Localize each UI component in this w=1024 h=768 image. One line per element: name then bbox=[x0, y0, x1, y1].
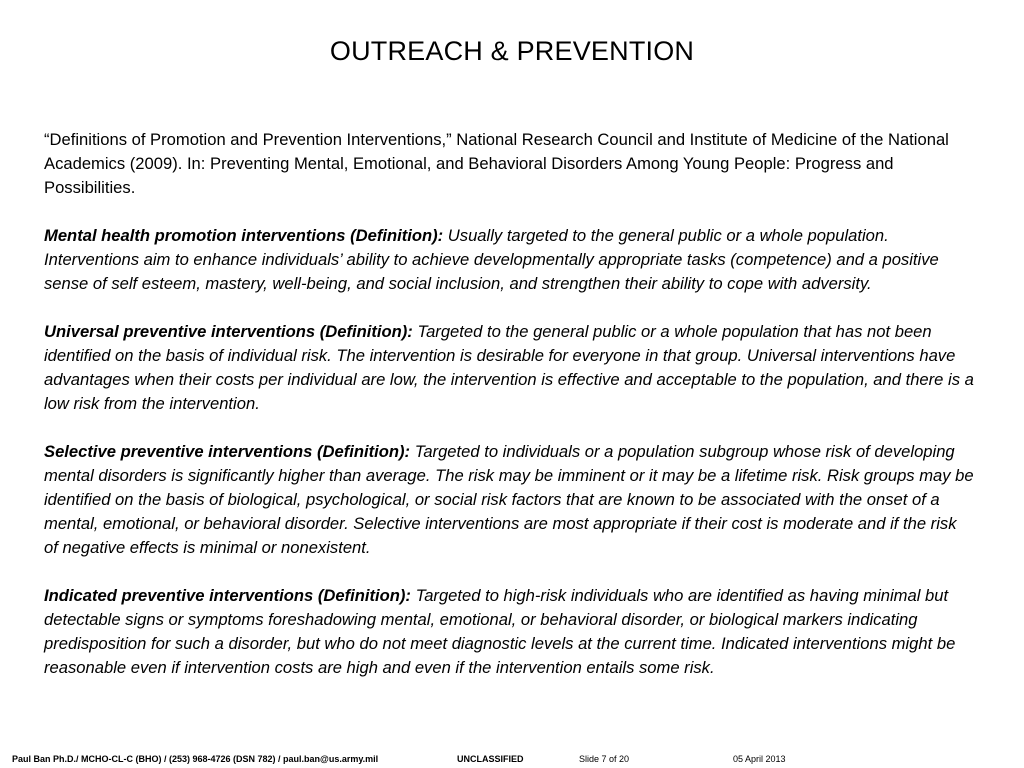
footer-author: Paul Ban Ph.D./ MCHO-CL-C (BHO) / (253) 968-4726 (DSN 782) / paul.ban@us.army.mil bbox=[12, 754, 379, 764]
footer-date: 05 April 2013 bbox=[733, 754, 786, 764]
citation-paragraph: “Definitions of Promotion and Prevention Interventions,” National Research Council and Institute of Medicine of the National Academics (2009). In: Preventing Mental, Emotional, and Behavioral Disorders Among Young People: Progress and Possibilities. bbox=[44, 130, 949, 197]
definition-term: Universal preventive interventions (Definition): bbox=[44, 322, 413, 341]
definition-selective-preventive bbox=[44, 440, 974, 560]
definition-universal-preventive bbox=[44, 320, 974, 416]
definition-mental-health-promotion bbox=[44, 224, 974, 296]
definition-text: Targeted to individuals or a population subgroup whose risk of developing mental disorders is significantly higher than average. The risk may be imminent or it may be a lifetime risk. Risk groups may be identified on the basis of biological, psychological, or social risk factors that are known to be associated with the onset of a mental, emotional, or behavioral disorder. Selective interventions are most appropriate if their cost is moderate and if the risk of negative effects is minimal or nonexistent. bbox=[44, 442, 974, 557]
slide-title: OUTREACH & PREVENTION bbox=[329, 36, 695, 66]
definition-term: Indicated preventive interventions (Definition): bbox=[44, 586, 411, 605]
footer-slide-number: Slide 7 of 20 bbox=[579, 754, 630, 764]
definition-text: Targeted to high-risk individuals who are identified as having minimal but detectable signs or symptoms foreshadowing mental, emotional, or behavioral disorder, or biological markers indicating predisposition for such a disorder, but who do not meet diagnostic levels at the current time. Indicated interventions might be reasonable even if intervention costs are high and even if the intervention entails some risk. bbox=[44, 586, 956, 677]
definition-text: Usually targeted to the general public or a whole population. Interventions aim to enhance individuals’ ability to achieve developmentally appropriate tasks (competence) and a positive sense of self esteem, mastery, well-being, and social inclusion, and strengthen their ability to cope with adversity. bbox=[44, 226, 939, 293]
definition-term: Mental health promotion interventions (Definition): bbox=[44, 226, 444, 245]
definition-term: Selective preventive interventions (Definition): bbox=[44, 442, 411, 461]
definition-text: Targeted to the general public or a whole population that has not been identified on the basis of individual risk. The intervention is desirable for everyone in that group. Universal interventions have advantages when their costs per individual are low, the intervention is effective and acceptable to the population, and there is a low risk from the intervention. bbox=[44, 322, 974, 413]
slide-body bbox=[44, 128, 974, 680]
footer-classification: UNCLASSIFIED bbox=[457, 754, 524, 764]
definition-indicated-preventive bbox=[44, 584, 974, 680]
